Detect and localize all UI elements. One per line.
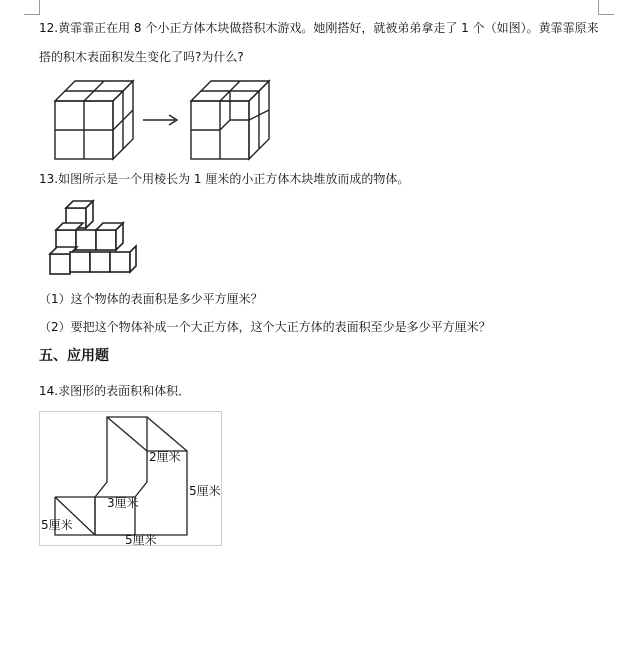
q13-sub2: （2）要把这个物体补成一个大正方体，这个大正方体的表面积至少是多少平方厘米？ xyxy=(39,320,491,334)
q14-label-bottom: 5厘米 xyxy=(125,533,157,547)
q12-cube-figure xyxy=(50,78,290,168)
q12-line2: 搭的积木表面积发生变化了吗?为什么? xyxy=(39,50,244,64)
page-corner-mark-left-h xyxy=(24,14,40,15)
page-corner-mark-right xyxy=(598,0,599,14)
q14-label-right: 5厘米 xyxy=(189,484,221,498)
q13-sub1: （1）这个物体的表面积是多少平方厘米？ xyxy=(39,292,263,306)
q14-label-top: 2厘米 xyxy=(149,450,181,464)
q12-line1: 12.黄霏霏正在用 8 个小正方体木块做搭积木游戏。她刚搭好，就被弟弟拿走了 1 个（如图）。黄霏霏原来 xyxy=(39,21,599,35)
q13-stacked-cubes-figure xyxy=(46,196,136,281)
page-corner-mark-right-h xyxy=(598,14,614,15)
q13-text: 13.如图所示是一个用棱长为 1 厘米的小正方体木块堆放而成的物体。 xyxy=(39,172,410,186)
q14-label-left: 5厘米 xyxy=(41,518,73,532)
q14-text: 14.求图形的表面积和体积． xyxy=(39,384,191,398)
q14-label-middle: 3厘米 xyxy=(107,496,139,510)
section-title: 五、应用题 xyxy=(39,348,109,364)
q14-l-shape-figure xyxy=(39,411,223,547)
page-corner-mark-left xyxy=(39,0,40,14)
